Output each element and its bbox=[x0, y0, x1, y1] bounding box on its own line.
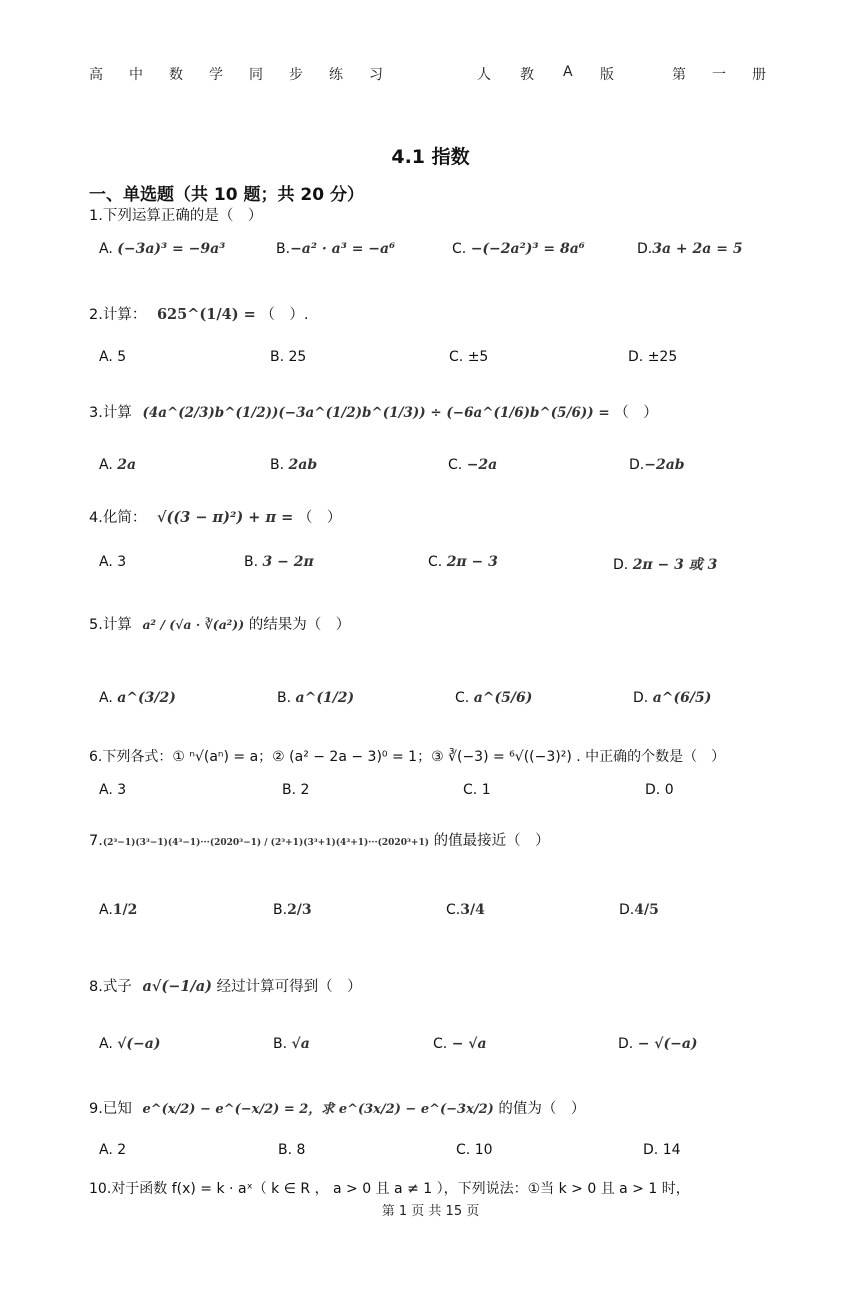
question-formula: (4a^(2/3)b^(1/2))(−3a^(1/2)b^(1/3)) ÷ (−6a^(1/6)b^(5/6)) = bbox=[142, 405, 610, 421]
question-number: 3. bbox=[89, 405, 103, 421]
question-text: 计算 bbox=[102, 405, 132, 421]
option-7b[interactable]: B.2/3 bbox=[273, 902, 312, 918]
header-char: 高 bbox=[89, 67, 103, 83]
option-1a[interactable]: A. (−3a)³ = −9a³ bbox=[99, 241, 226, 257]
option-8c[interactable]: C. − √a bbox=[433, 1036, 487, 1052]
header-char: 学 bbox=[209, 67, 223, 83]
question-text: 下列各式：① ⁿ√(aⁿ) = a；② (a² − 2a − 3)⁰ = 1；③ ∛(−3) = ⁶√((−3)²) bbox=[102, 749, 572, 765]
question-5 bbox=[89, 613, 350, 634]
question-2 bbox=[89, 303, 308, 324]
option-9d[interactable]: D. 14 bbox=[643, 1142, 681, 1158]
option-5a[interactable]: A. a^(3/2) bbox=[99, 690, 176, 706]
question-number: 4. bbox=[89, 510, 103, 526]
option-3d[interactable]: D.−2ab bbox=[629, 457, 685, 473]
option-2c[interactable]: C. ±5 bbox=[449, 349, 489, 365]
question-tail: 经过计算可得到（ ） bbox=[216, 979, 362, 995]
header-char: 版 bbox=[600, 67, 614, 83]
option-6b[interactable]: B. 2 bbox=[282, 782, 310, 798]
header-char: 习 bbox=[369, 67, 383, 83]
question-8 bbox=[89, 975, 362, 996]
option-8d[interactable]: D. − √(−a) bbox=[618, 1036, 698, 1052]
question-formula: a√(−1/a) bbox=[142, 978, 213, 995]
option-1b[interactable]: B.−a² · a³ = −a⁶ bbox=[276, 241, 396, 257]
option-9b[interactable]: B. 8 bbox=[278, 1142, 306, 1158]
header-char: 步 bbox=[289, 67, 303, 83]
question-number: 2. bbox=[89, 307, 103, 323]
option-5d[interactable]: D. a^(6/5) bbox=[633, 690, 712, 706]
option-2d[interactable]: D. ±25 bbox=[628, 349, 678, 365]
option-2b[interactable]: B. 25 bbox=[270, 349, 307, 365]
header-char: 数 bbox=[169, 67, 183, 83]
option-1d[interactable]: D.3a + 2a = 5 bbox=[637, 241, 743, 257]
header-char: 人 bbox=[477, 67, 491, 83]
question-number: 5. bbox=[89, 617, 103, 633]
option-5b[interactable]: B. a^(1/2) bbox=[277, 690, 355, 706]
header-char: 中 bbox=[129, 67, 143, 83]
header-char: 教 bbox=[520, 67, 534, 83]
option-7d[interactable]: D.4/5 bbox=[619, 902, 659, 918]
question-number: 7. bbox=[89, 833, 103, 849]
question-number: 9. bbox=[89, 1101, 103, 1117]
question-text: 计算 bbox=[102, 617, 132, 633]
question-formula: 625^(1/4) = bbox=[156, 306, 256, 323]
question-number: 1. bbox=[89, 208, 103, 224]
option-4d[interactable]: D. 2π − 3 或 3 bbox=[613, 557, 718, 573]
header-char: 第 bbox=[672, 67, 686, 83]
question-4 bbox=[89, 506, 341, 527]
question-number: 8. bbox=[89, 979, 103, 995]
question-formula: a² / (√a · ∛(a²)) bbox=[142, 617, 245, 632]
question-7 bbox=[89, 829, 550, 850]
question-6 bbox=[89, 746, 725, 766]
question-tail: 的值最接近（ ） bbox=[433, 833, 550, 849]
option-5c[interactable]: C. a^(5/6) bbox=[455, 690, 533, 706]
option-4a[interactable]: A. 3 bbox=[99, 554, 127, 570]
option-8a[interactable]: A. √(−a) bbox=[99, 1036, 161, 1052]
question-10 bbox=[89, 1178, 690, 1198]
option-9c[interactable]: C. 10 bbox=[456, 1142, 493, 1158]
question-9 bbox=[89, 1097, 585, 1118]
option-2a[interactable]: A. 5 bbox=[99, 349, 127, 365]
question-text: 化简： bbox=[102, 510, 147, 526]
question-3 bbox=[89, 401, 658, 422]
option-1c[interactable]: C. −(−2a²)³ = 8a⁶ bbox=[452, 241, 585, 257]
question-1 bbox=[89, 204, 262, 225]
question-text: 式子 bbox=[102, 979, 132, 995]
option-6a[interactable]: A. 3 bbox=[99, 782, 127, 798]
option-3b[interactable]: B. 2ab bbox=[270, 457, 318, 473]
question-tail: . 中正确的个数是（ ） bbox=[576, 749, 726, 765]
page-title: 4.1 指数 bbox=[391, 146, 470, 168]
option-8b[interactable]: B. √a bbox=[273, 1036, 310, 1052]
question-text: 已知 bbox=[102, 1101, 132, 1117]
question-tail: （ ） bbox=[614, 405, 658, 421]
question-tail: 的结果为（ ） bbox=[248, 617, 351, 633]
option-7a[interactable]: A.1/2 bbox=[99, 902, 138, 918]
option-3c[interactable]: C. −2a bbox=[448, 457, 498, 473]
section-heading: 一、单选题（共 10 题；共 20 分） bbox=[89, 185, 364, 205]
header-char: 一 bbox=[712, 67, 726, 83]
question-formula: (2³−1)(3³−1)(4³−1)···(2020³−1) / (2³+1)(3³+1)(4³+1)···(2020³+1) bbox=[102, 838, 429, 848]
header-char: 练 bbox=[329, 67, 343, 83]
question-number: 10. bbox=[89, 1181, 112, 1197]
header-char: A bbox=[563, 64, 573, 80]
question-text: 对于函数 f(x) = k · aˣ（ k ∈ R ， a > 0 且 a ≠ 1 ），下列说法：①当 k > 0 且 a > 1 时， bbox=[111, 1181, 690, 1197]
option-3a[interactable]: A. 2a bbox=[99, 457, 137, 473]
question-text: 下列运算正确的是（ ） bbox=[102, 208, 263, 224]
option-7c[interactable]: C.3/4 bbox=[446, 902, 485, 918]
question-formula: √((3 − π)²) + π = bbox=[156, 509, 294, 526]
header-char: 同 bbox=[249, 67, 263, 83]
question-text: 计算： bbox=[102, 307, 147, 323]
option-9a[interactable]: A. 2 bbox=[99, 1142, 127, 1158]
question-tail: （ ） bbox=[297, 510, 342, 526]
option-4c[interactable]: C. 2π − 3 bbox=[428, 554, 498, 570]
option-4b[interactable]: B. 3 − 2π bbox=[244, 554, 314, 570]
question-formula: e^(x/2) − e^(−x/2) = 2，求 e^(3x/2) − e^(−3x/2) bbox=[142, 1102, 494, 1117]
option-6d[interactable]: D. 0 bbox=[645, 782, 674, 798]
header-char: 册 bbox=[752, 67, 766, 83]
question-number: 6. bbox=[89, 749, 103, 765]
option-6c[interactable]: C. 1 bbox=[463, 782, 491, 798]
question-tail: （ ）. bbox=[260, 307, 309, 323]
page-footer: 第 1 页 共 15 页 bbox=[381, 1204, 480, 1219]
question-tail: 的值为（ ） bbox=[498, 1101, 586, 1117]
